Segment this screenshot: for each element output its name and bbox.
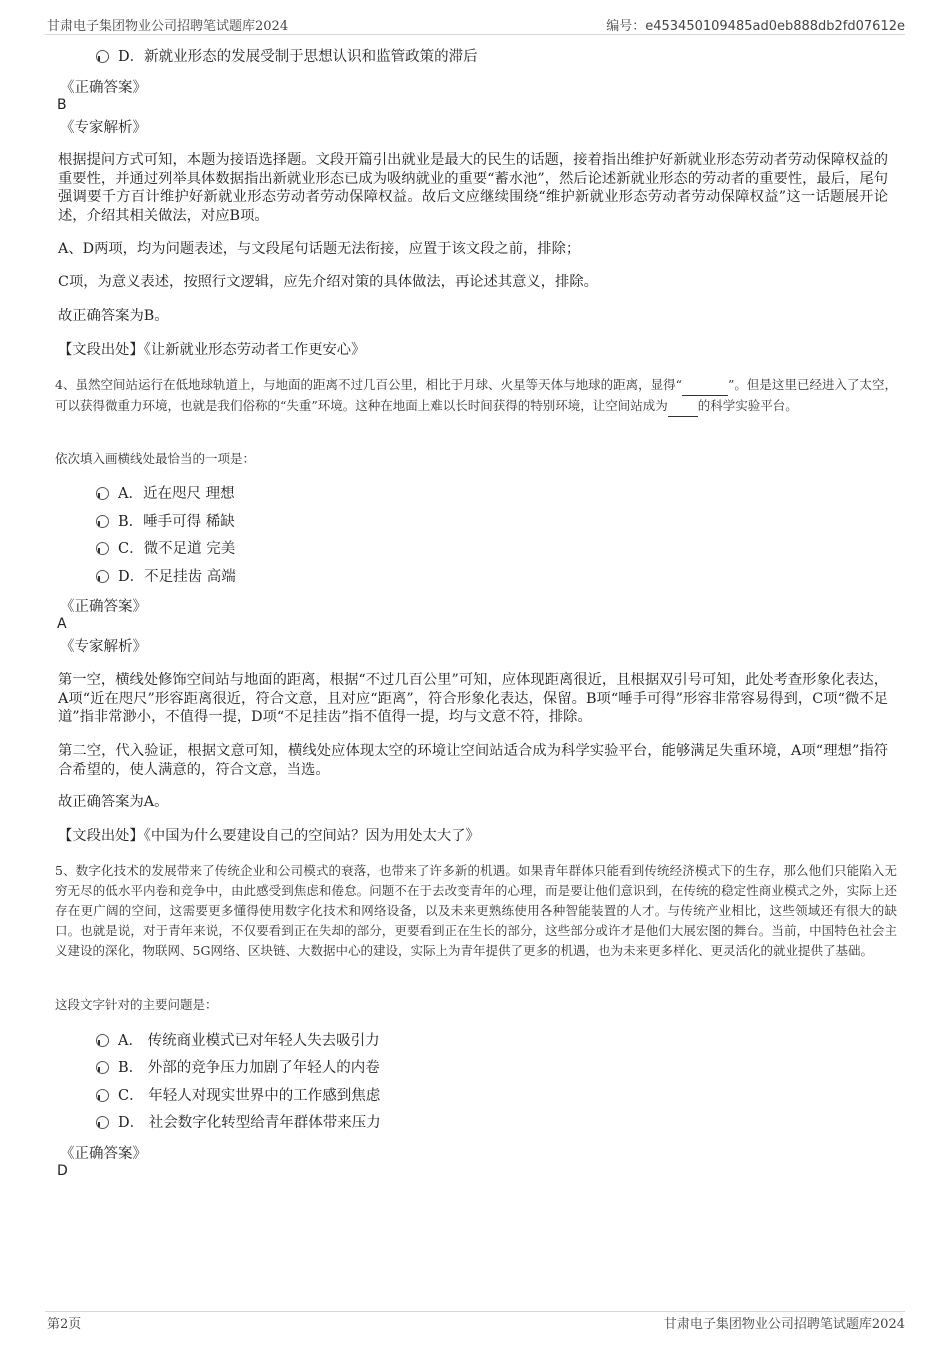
page-header [0, 0, 950, 36]
radio-icon[interactable] [96, 542, 109, 555]
option-d[interactable]: D．新就业形态的发展受制于思想认识和监管政策的滞后 [96, 48, 478, 66]
source-citation: 【文段出处】《让新就业形态劳动者工作更安心》 [58, 342, 366, 358]
q4-option-c[interactable]: C．微不足道 完美 [96, 540, 235, 558]
analysis-conclusion: 故正确答案为B。 [58, 308, 169, 324]
radio-icon[interactable] [96, 50, 109, 63]
q4-option-a[interactable]: A．近在咫尺 理想 [96, 485, 235, 503]
header-code: 编号：e453450109485ad0eb888db2fd07612e [606, 19, 905, 34]
question-5-text: 5、数字化技术的发展带来了传统企业和公司模式的衰落，也带来了许多新的机遇。如果青年群体只能看到传统经济模式下的生存，那么他们只能陷入无穷无尽的低水平内卷和竞争中，由此感受到焦虑和倦怠。问题不在于去改变青年的心理，而是要让他们意识到，在传统的稳定性商业模式之外，实际上还存在更广阔的空间，这需要更多懂得使用数字化技术和网络设备，以及未来更熟练使用各种智能装置的人才。与传统产业相比，这些领域还有很大的缺口。也就是说，对于青年来说，不仅要看到正在失却的部分，更要看到正在生长的部分，这些部分或许才是他们大展宏图的舞台。当前，中国特色社会主义建设的深化，物联网、5G网络、区块链、大数据中心的建设，实际上为青年提供了更多的机遇，也为未来更多样化、更灵活化的就业提供了基础。 [55, 863, 897, 958]
question-4-prompt: 依次填入画横线处最恰当的一项是： [55, 451, 256, 466]
radio-icon[interactable] [96, 570, 109, 583]
analysis-paragraph: 根据提问方式可知，本题为接语选择题。文段开篇引出就业是最大的民生的话题，接着指出维护好新就业形态劳动者劳动保障权益的重要性，并通过列举具体数据指出新就业形态已成为吸纳就业的重要“蓄水池”，然后论述新就业形态的劳动者的重要性，最后，尾句强调要千方百计维护好新就业形态劳动者劳动保障权益。故后文应继续围绕“维护新就业形态劳动者劳动保障权益”这一话题展开论述，介绍其相关做法，对应B项。 [58, 152, 888, 224]
q5-option-d[interactable]: D． 社会数字化转型给青年群体带来压力 [96, 1114, 381, 1132]
radio-icon[interactable] [96, 1089, 109, 1102]
q4-option-b[interactable]: B．唾手可得 稀缺 [96, 513, 235, 531]
answer-value: D [57, 1163, 68, 1179]
page-number: 第2页 [47, 1317, 82, 1332]
analysis-paragraph: A、D两项，均为问题表述，与文段尾句话题无法衔接，应置于该文段之前，排除； [58, 241, 581, 257]
answer-label: 《正确答案》 [60, 80, 147, 96]
analysis-paragraph: 第一空，横线处修饰空间站与地面的距离，根据“不过几百公里”可知，应体现距离很近，且根据双引号可知，此处考查形象化表达，A项“近在咫尺”形容距离很近，符合文意，且对应“距离”，符合形象化表达，保留。B项“唾手可得”形容非常容易得到，C项“微不足道”指非常渺小，不值得一提，D项“不足挂齿”指不值得一提，均与文意不符，排除。 [58, 672, 888, 725]
answer-label: 《正确答案》 [60, 599, 147, 615]
blank-line [668, 396, 698, 417]
q4-option-d[interactable]: D．不足挂齿 高端 [96, 568, 236, 586]
footer-title: 甘肃电子集团物业公司招聘笔试题库2024 [663, 1317, 905, 1332]
analysis-paragraph: C项，为意义表述，按照行文逻辑，应先介绍对策的具体做法，再论述其意义，排除。 [58, 274, 598, 290]
header-title: 甘肃电子集团物业公司招聘笔试题库2024 [47, 19, 289, 34]
footer-divider [45, 1311, 905, 1312]
analysis-label: 《专家解析》 [60, 120, 147, 136]
q5-option-a[interactable]: A． 传统商业模式已对年轻人失去吸引力 [96, 1032, 380, 1050]
analysis-label: 《专家解析》 [60, 639, 147, 655]
answer-label: 《正确答案》 [60, 1146, 147, 1162]
question-4-text: 4、虽然空间站运行在低地球轨道上，与地面的距离不过几百公里，相比于月球、火星等天体与地球的距离，显得“ ”。但是这里已经进入了太空，可以获得微重力环境，也就是我们俗称的“失重”环境。这种在地面上难以长时间获得的特别环境，让空间站成为 的科学实验平台。 [55, 375, 897, 417]
question-5-prompt: 这段文字针对的主要问题是： [55, 997, 218, 1012]
answer-value: A [57, 616, 67, 632]
q5-option-c[interactable]: C． 年轻人对现实世界中的工作感到焦虑 [96, 1087, 380, 1105]
analysis-conclusion: 故正确答案为A。 [58, 794, 169, 810]
source-citation: 【文段出处】《中国为什么要建设自己的空间站？因为用处太大了》 [58, 828, 480, 844]
q5-option-b[interactable]: B． 外部的竞争压力加剧了年轻人的内卷 [96, 1059, 380, 1077]
radio-icon[interactable] [96, 487, 109, 500]
radio-icon[interactable] [96, 1034, 109, 1047]
blank-line [682, 375, 728, 396]
header-divider [45, 34, 905, 35]
radio-icon[interactable] [96, 1061, 109, 1074]
radio-icon[interactable] [96, 515, 109, 528]
radio-icon[interactable] [96, 1116, 109, 1129]
analysis-paragraph: 第二空，代入验证，根据文意可知，横线处应体现太空的环境让空间站适合成为科学实验平台，能够满足失重环境，A项“理想”指符合希望的，使人满意的，符合文意，当选。 [58, 743, 888, 778]
answer-value: B [57, 97, 67, 113]
